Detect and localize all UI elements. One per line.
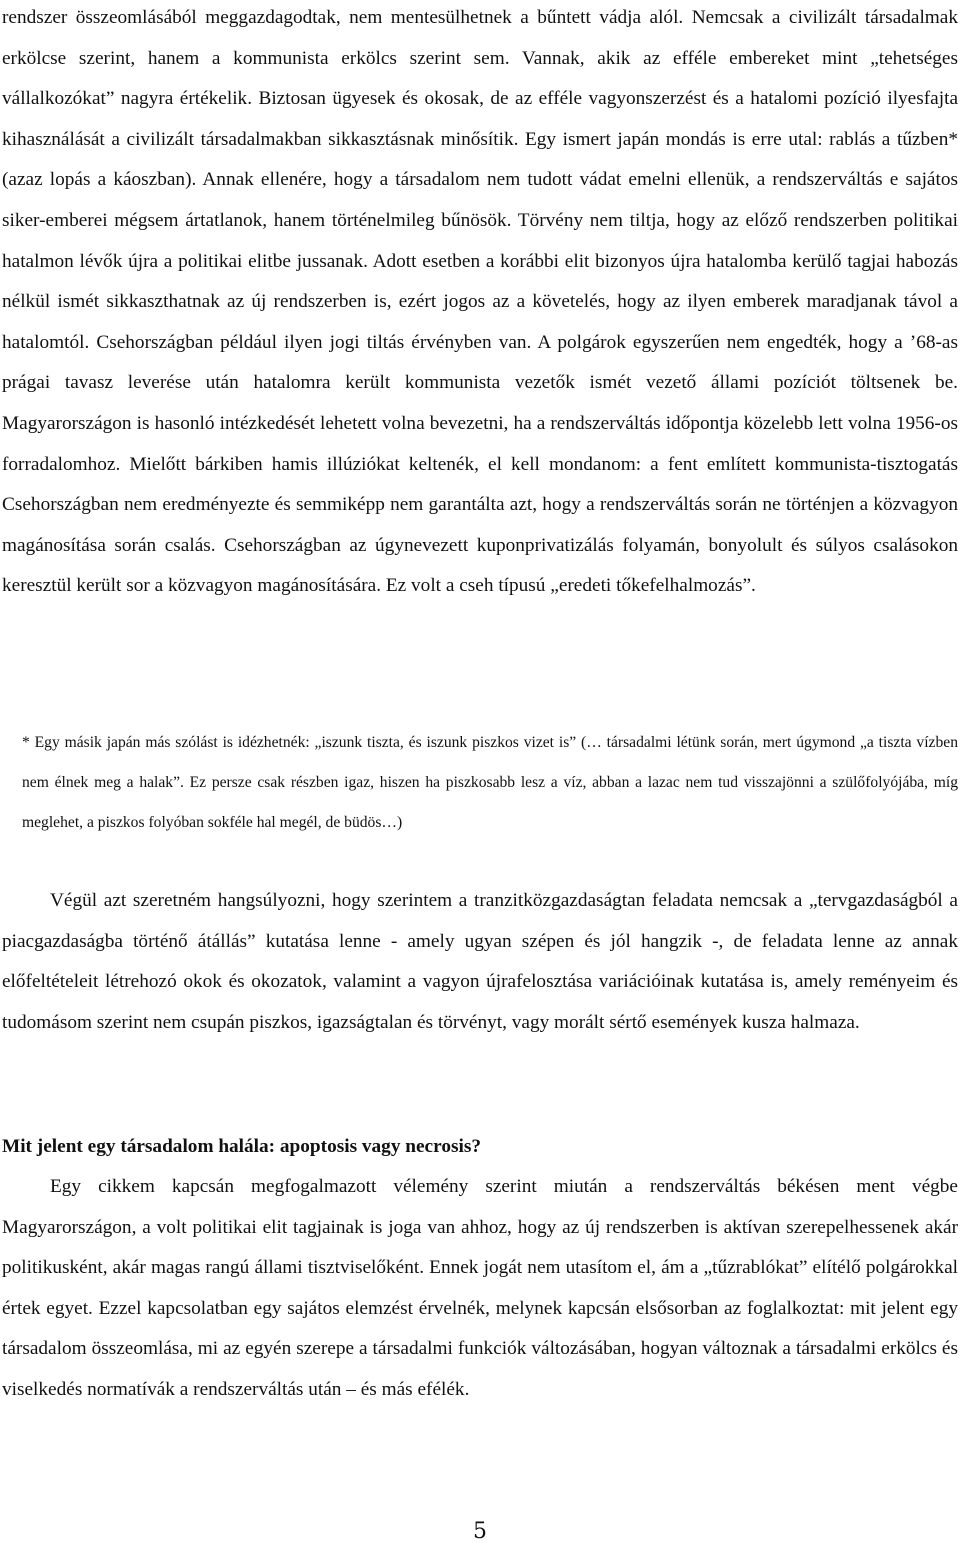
body-paragraph-conclusion: Végül azt szeretném hangsúlyozni, hogy szerintem a tranzitközgazdaságtan feladata nemcsak a „tervgazdaságból a piacgazdaságba történő átállás” kutatása lenne - amely ugyan szépen és jól hangzik -, de feladata lenne az annak előfeltételeit létrehozó okok és okozatok, valamint a vagyon újrafelosztása variációinak kutatása is, amely reményeim és tudomásom szerint nem csupán piszkos, igazságtalan és törvényt, vagy morált sértő események kusza halmaza. <box>2 890 958 1033</box>
body-paragraph-continued: rendszer összeomlásából meggazdagodtak, nem mentesülhetnek a bűntett vádja alól. Nemcsak a civilizált társadalmak erkölcse szerint, hanem a kommunista erkölcs szerint sem. Vannak, akik az efféle embereket mint „tehetséges vállalkozókat” nagyra értékelik. Biztosan ügyesek és okosak, de az efféle vagyonszerzést és a hatalomi pozíció ilyesfajta kihasználását a civilizált társadalmakban sikkasztásnak minősítik. Egy ismert japán mondás is erre utal: rablás a tűzben* (azaz lopás a káoszban). Annak ellenére, hogy a társadalom nem tudott vádat emelni ellenük, a rendszerváltás e sajátos siker-emberei mégsem ártatlanok, hanem történelmileg bűnösök. Törvény nem tiltja, hogy az előző rendszerben politikai hatalmon lévők újra a politikai elitbe jussanak. Adott esetben a korábbi elit bizonyos újra hatalomba kerülő tagjai habozás nélkül ismét sikkaszthatnak az új rendszerben is, ezért jogos az a követelés, hogy az ilyen emberek maradjanak távol a hatalomtól. Csehországban például ilyen jogi tiltás érvényben van. A polgárok egyszerűen nem engedték, hogy a ’68-as prágai tavasz leverése után hatalomra került kommunista vezetők ismét vezető állami pozíciót töltsenek be. Magyarországon is hasonló intézkedését lehetett volna bevezetni, ha a rendszerváltás időpontja közelebb lett volna 1956-os forradalomhoz. Mielőtt bárkiben hamis illúziókat keltenék, el kell mondanom: a fent említett kommunista-tisztogatás Csehországban nem eredményezte és semmiképp nem garantálta azt, hogy a rendszerváltás során ne történjen a közvagyon magánosítása során csalás. Csehországban az úgynevezett kuponprivatizálás folyamán, bonyolult és súlyos csalásokon keresztül került sor a közvagyon magánosítására. Ez volt a cseh típusú „eredeti tőkefelhalmozás”. <box>2 7 958 597</box>
section-heading: Mit jelent egy társadalom halála: apoptosis vagy necrosis? <box>2 1136 481 1157</box>
page-number: 5 <box>473 1519 487 1544</box>
footnote: * Egy másik japán más szólást is idézhetnék: „iszunk tiszta, és iszunk piszkos vizet is” (… társadalmi létünk során, mert úgymond „a tiszta vízben nem élnek meg a halak”. Ez persze csak részben igaz, hiszen ha piszkosabb lesz a víz, abban a lazac nem tud visszajönni a szülőfolyójába, míg meglehet, a piszkos folyóban sokféle hal megél, de büdös…) <box>22 734 958 832</box>
body-paragraph-section-intro: Egy cikkem kapcsán megfogalmazott vélemény szerint miután a rendszerváltás békésen ment végbe Magyarországon, a volt politikai elit tagjainak is joga van ahhoz, hogy az új rendszerben is aktívan szerepelhessenek akár politikusként, akár magas rangú állami tisztviselőként. Ennek jogát nem utasítom el, ám a „tűzrablókat” elítélő polgárokkal értek egyet. Ezzel kapcsolatban egy sajátos elemzést érvelnék, melynek kapcsán elsősorban az foglalkoztat: mit jelent egy társadalom összeomlása, mi az egyén szerepe a társadalmi funkciók változásában, hogyan változnak a társadalmi erkölcs és viselkedés normatívák a rendszerváltás után – és más efélék. <box>2 1176 958 1400</box>
